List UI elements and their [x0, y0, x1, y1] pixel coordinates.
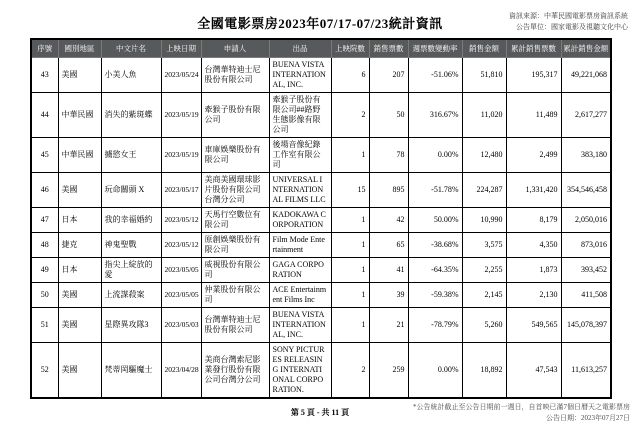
table-cell: 2023/05/19 [161, 93, 201, 138]
footnote [413, 402, 630, 424]
boxoffice-table [30, 38, 612, 399]
table-cell: 捷克 [58, 233, 101, 258]
table-cell: 316.67% [408, 93, 462, 138]
table-cell: 日本 [58, 258, 101, 283]
table-cell: 2,130 [506, 283, 561, 308]
table-cell: 207 [369, 58, 408, 93]
table-cell: 6 [331, 58, 369, 93]
table-cell: 47 [31, 208, 58, 233]
table-cell: 2 [331, 343, 369, 399]
table-cell: 895 [369, 173, 408, 208]
table-cell: 52 [31, 343, 58, 399]
table-cell: 195,317 [506, 58, 561, 93]
source-line: 資訊來源：中華民國電影票房資訊系統 [509, 12, 628, 20]
table-cell: 2023/05/12 [161, 233, 201, 258]
table-cell: 美商美國環球影片股份有限公司台灣分公司 [201, 173, 269, 208]
table-cell: -38.68% [408, 233, 462, 258]
table-cell: 46 [31, 173, 58, 208]
table-cell: -78.79% [408, 308, 462, 343]
table-cell: -51.06% [408, 58, 462, 93]
table-row [31, 208, 611, 233]
table-cell: 12,480 [462, 138, 506, 173]
table-cell: 1,873 [506, 258, 561, 283]
table-cell: 2,145 [462, 283, 506, 308]
page-title: 全國電影票房2023年07/17-07/23統計資訊 [197, 16, 443, 31]
table-cell: 11,489 [506, 93, 561, 138]
table-row [31, 308, 611, 343]
table-cell: 15 [331, 173, 369, 208]
table-cell: 2 [331, 93, 369, 138]
table-row [31, 233, 611, 258]
table-cell: 224,287 [462, 173, 506, 208]
table-cell: 原創娛樂股份有限公司 [201, 233, 269, 258]
table-cell: 48 [31, 233, 58, 258]
table-cell: 2,255 [462, 258, 506, 283]
table-cell: 4,350 [506, 233, 561, 258]
table-row [31, 93, 611, 138]
table-cell: 天馬行空數位有限公司 [201, 208, 269, 233]
table-cell: UNIVERSAL INTERNATIONAL FILMS LLC [269, 173, 331, 208]
table-cell: 後場音像紀錄工作室有限公司 [269, 138, 331, 173]
table-cell: 美國 [58, 173, 101, 208]
column-header: 中文片名 [101, 39, 161, 58]
table-cell: 我的幸福婚約 [101, 208, 161, 233]
table-cell: 美商台灣索尼影業發行股份有限公司台灣分公司 [201, 343, 269, 399]
table-cell: 65 [369, 233, 408, 258]
table-cell: 51 [31, 308, 58, 343]
table-header-row [31, 39, 611, 58]
table-cell: 47,543 [506, 343, 561, 399]
table-cell: 美國 [58, 58, 101, 93]
table-cell: 2023/05/24 [161, 58, 201, 93]
table-cell: 78 [369, 138, 408, 173]
column-header: 申請人 [201, 39, 269, 58]
table-cell: 43 [31, 58, 58, 93]
table-row [31, 258, 611, 283]
publish-date: 公告日期：2023年07月27日 [546, 413, 630, 422]
table-cell: 玩命關頭 X [101, 173, 161, 208]
table-cell: 車庫娛樂股份有限公司 [201, 138, 269, 173]
table-cell: 牽猴子股份有限公司 [201, 93, 269, 138]
table-cell: 中華民國 [58, 93, 101, 138]
table-cell: 51,810 [462, 58, 506, 93]
column-header: 累計銷售金額 [561, 39, 611, 58]
table-row [31, 138, 611, 173]
table-cell: 台灣華特迪士尼股份有限公司 [201, 58, 269, 93]
table-cell: 10,990 [462, 208, 506, 233]
table-cell: -64.35% [408, 258, 462, 283]
table-row [31, 58, 611, 93]
table-cell: GAGA CORPORATION [269, 258, 331, 283]
table-cell: 50.00% [408, 208, 462, 233]
table-cell: 50 [369, 93, 408, 138]
table-cell: 2023/05/19 [161, 138, 201, 173]
table-cell: 2,617,277 [561, 93, 611, 138]
table-cell: 2023/05/05 [161, 283, 201, 308]
column-header: 上映日期 [161, 39, 201, 58]
table-cell: ACE Entertainment Films Inc [269, 283, 331, 308]
table-cell: 牽猴子股份有限公司##路野生態影像有限公司 [269, 93, 331, 138]
footnote-line: *公告統計截止至公告日期前一週日，自首映已滿7個日曆天之電影票房 [413, 402, 630, 411]
table-cell: 1 [331, 233, 369, 258]
table-cell: 411,508 [561, 283, 611, 308]
table-cell: -51.78% [408, 173, 462, 208]
table-cell: 11,613,257 [561, 343, 611, 399]
column-header: 銷售金額 [462, 39, 506, 58]
column-header: 序號 [31, 39, 58, 58]
table-cell: 小美人魚 [101, 58, 161, 93]
table-cell: 1 [331, 208, 369, 233]
table-cell: 873,016 [561, 233, 611, 258]
table-cell: 神鬼聖戰 [101, 233, 161, 258]
table-body [31, 58, 611, 399]
table-cell: 威視股份有限公司 [201, 258, 269, 283]
column-header: 累計銷售票數 [506, 39, 561, 58]
table-cell: 49,221,068 [561, 58, 611, 93]
table-cell: 383,180 [561, 138, 611, 173]
table-cell: 美國 [58, 308, 101, 343]
table-cell: 上流謀殺案 [101, 283, 161, 308]
table-cell: 18,892 [462, 343, 506, 399]
table-cell: 美國 [58, 283, 101, 308]
table-cell: 393,452 [561, 258, 611, 283]
table-cell: 1 [331, 138, 369, 173]
table-cell: 5,260 [462, 308, 506, 343]
table-cell: 44 [31, 93, 58, 138]
table-cell: 1 [331, 258, 369, 283]
table-cell: 2023/05/12 [161, 208, 201, 233]
table-row [31, 173, 611, 208]
column-header: 銷售票數 [369, 39, 408, 58]
table-cell: 中華民國 [58, 138, 101, 173]
table-cell: 美國 [58, 343, 101, 399]
column-header: 週票數變動率 [408, 39, 462, 58]
table-cell: BUENA VISTA INTERNATIONAL, INC. [269, 308, 331, 343]
table-cell: 1,331,420 [506, 173, 561, 208]
table-cell: 259 [369, 343, 408, 399]
table-cell: 2023/05/05 [161, 258, 201, 283]
table-cell: 1 [331, 308, 369, 343]
column-header: 出品 [269, 39, 331, 58]
table-cell: 549,565 [506, 308, 561, 343]
table-cell: -59.38% [408, 283, 462, 308]
table-cell: 42 [369, 208, 408, 233]
table-cell: 1 [331, 283, 369, 308]
table-cell: 台灣華特迪士尼股份有限公司 [201, 308, 269, 343]
table-cell: 45 [31, 138, 58, 173]
column-header: 上映院數 [331, 39, 369, 58]
table-cell: 2,499 [506, 138, 561, 173]
table-cell: 日本 [58, 208, 101, 233]
table-row [31, 343, 611, 399]
column-header: 國別地區 [58, 39, 101, 58]
table-cell: KADOKAWA CORPORATION [269, 208, 331, 233]
table-cell: 2,050,016 [561, 208, 611, 233]
table-cell: 2023/05/03 [161, 308, 201, 343]
table-row [31, 283, 611, 308]
page-number: 第 5 頁 - 共 11 頁 [290, 408, 350, 417]
table-cell: 2023/04/28 [161, 343, 201, 399]
table-cell: 梵蒂岡驅魔士 [101, 343, 161, 399]
table-cell: BUENA VISTA INTERNATIONAL, INC. [269, 58, 331, 93]
table-cell: 星際異攻隊3 [101, 308, 161, 343]
table-cell: 消失的紫斑蝶 [101, 93, 161, 138]
source-info [509, 11, 628, 33]
table-cell: 0.00% [408, 343, 462, 399]
table-cell: Film Mode Entertainment [269, 233, 331, 258]
table-cell: 3,575 [462, 233, 506, 258]
table-cell: 指尖上綻放的愛 [101, 258, 161, 283]
table-cell: 145,078,397 [561, 308, 611, 343]
table-cell: 2023/05/17 [161, 173, 201, 208]
table-cell: SONY PICTURES RELEASING INTERNATIONAL CORPORATION. [269, 343, 331, 399]
table-cell: 21 [369, 308, 408, 343]
table-cell: 8,179 [506, 208, 561, 233]
table-cell: 49 [31, 258, 58, 283]
table-cell: 0.00% [408, 138, 462, 173]
publisher-line: 公告單位：國家電影及視聽文化中心 [516, 22, 628, 31]
table-cell: 41 [369, 258, 408, 283]
table-cell: 11,020 [462, 93, 506, 138]
table-cell: 354,546,458 [561, 173, 611, 208]
table-cell: 39 [369, 283, 408, 308]
table-cell: 仲業股份有限公司 [201, 283, 269, 308]
table-cell: 擄慾女王 [101, 138, 161, 173]
table-cell: 50 [31, 283, 58, 308]
